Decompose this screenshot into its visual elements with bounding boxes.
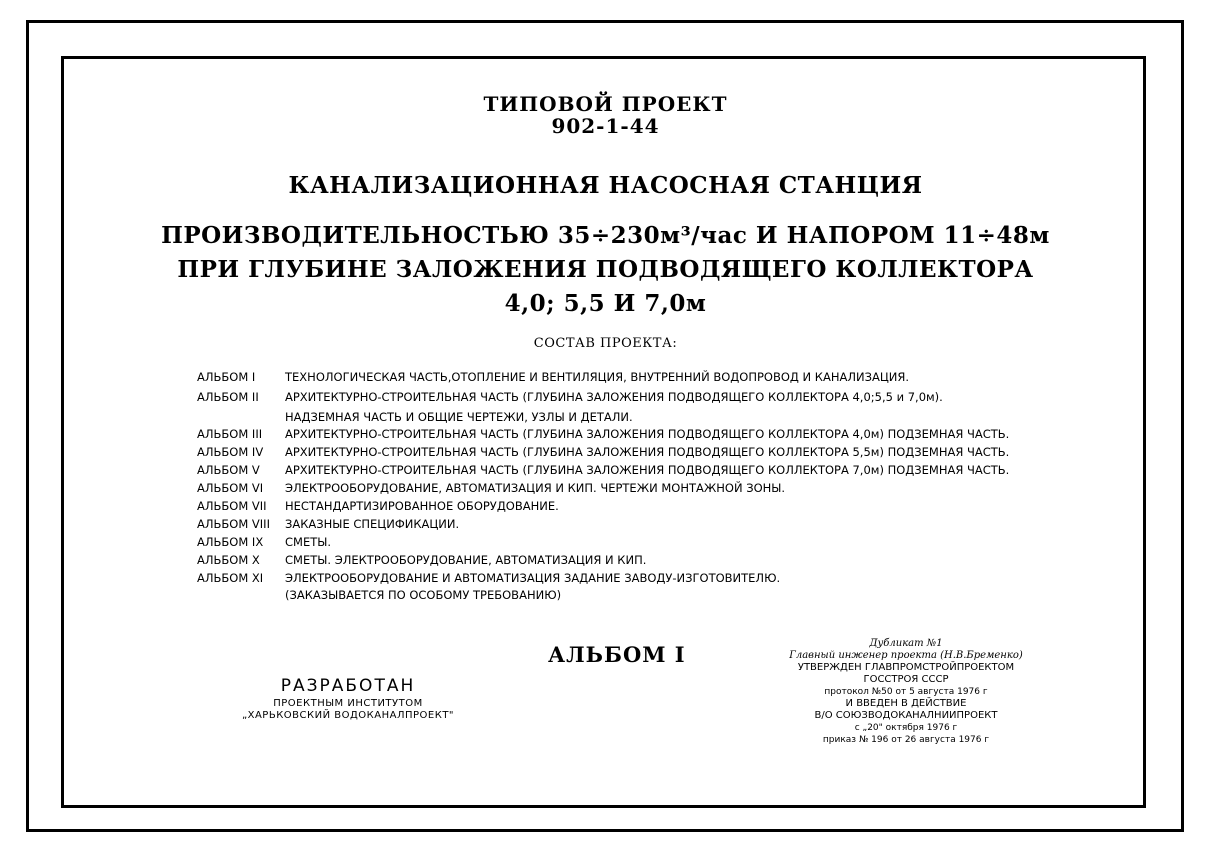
album-label: АЛЬБОМ VII <box>197 499 267 513</box>
duplicate-note: Дубликат №1 <box>869 638 943 649</box>
album-xi-note: (ЗАКАЗЫВАЕТСЯ ПО ОСОБОМУ ТРЕБОВАНИЮ) <box>285 588 562 602</box>
album-row-10 <box>197 553 646 567</box>
album-label: АЛЬБОМ VI <box>197 481 264 495</box>
chief-engineer: Главный инженер проекта (Н.В.Бременко) <box>789 650 1023 661</box>
protocol: протокол №50 от 5 августа 1976 г <box>824 687 988 697</box>
album-row-8 <box>197 517 459 531</box>
album-label: АЛЬБОМ X <box>197 553 260 567</box>
album-text: СМЕТЫ. <box>285 535 332 549</box>
enacted-date: с „20" октября 1976 г <box>854 723 958 733</box>
album-row-5 <box>197 463 1009 477</box>
enacted: И ВВЕДЕН В ДЕЙСТВИЕ <box>845 698 967 709</box>
title-line-2: ПРОИЗВОДИТЕЛЬНОСТЬЮ 35÷230м³/час И НАПОРОМ 11÷48м <box>161 222 1050 249</box>
developer-title: РАЗРАБОТАН <box>280 676 416 696</box>
album-text: СМЕТЫ. ЭЛЕКТРООБОРУДОВАНИЕ, АВТОМАТИЗАЦИЯ И КИП. <box>285 553 647 567</box>
album-row-11 <box>197 571 780 585</box>
album-text: ТЕХНОЛОГИЧЕСКАЯ ЧАСТЬ,ОТОПЛЕНИЕ И ВЕНТИЛЯЦИЯ, ВНУТРЕННИЙ ВОДОПРОВОД И КАНАЛИЗАЦИЯ. <box>285 370 909 384</box>
approval-org: ГОССТРОЯ СССР <box>863 674 949 685</box>
album-text: НЕСТАНДАРТИЗИРОВАННОЕ ОБОРУДОВАНИЕ. <box>285 499 559 513</box>
title-line-1: КАНАЛИЗАЦИОННАЯ НАСОСНАЯ СТАНЦИЯ <box>288 172 923 199</box>
album-label: АЛЬБОМ XI <box>197 571 264 585</box>
album-text: АРХИТЕКТУРНО-СТРОИТЕЛЬНАЯ ЧАСТЬ (ГЛУБИНА ЗАЛОЖЕНИЯ ПОДВОДЯЩЕГО КОЛЛЕКТОРА 7,0м) ПОДЗЕМНАЯ ЧАСТЬ. <box>285 463 1010 477</box>
order: приказ № 196 от 26 августа 1976 г <box>822 735 990 745</box>
album-text: ЗАКАЗНЫЕ СПЕЦИФИКАЦИИ. <box>285 517 460 531</box>
album-text: АРХИТЕКТУРНО-СТРОИТЕЛЬНАЯ ЧАСТЬ (ГЛУБИНА ЗАЛОЖЕНИЯ ПОДВОДЯЩЕГО КОЛЛЕКТОРА 5,5м) ПОДЗЕМНАЯ ЧАСТЬ. <box>285 445 1010 459</box>
album-row-9 <box>197 535 331 549</box>
album-text: НАДЗЕМНАЯ ЧАСТЬ И ОБЩИЕ ЧЕРТЕЖИ, УЗЛЫ И ДЕТАЛИ. <box>285 410 633 424</box>
title-line-4: 4,0; 5,5 И 7,0м <box>504 290 707 317</box>
album-label: АЛЬБОМ IX <box>197 535 264 549</box>
album-label: АЛЬБОМ V <box>197 463 260 477</box>
album-label: АЛЬБОМ II <box>197 390 259 404</box>
album-text: ЭЛЕКТРООБОРУДОВАНИЕ, АВТОМАТИЗАЦИЯ И КИП. ЧЕРТЕЖИ МОНТАЖНОЙ ЗОНЫ. <box>285 481 786 495</box>
album-row-2-cont <box>197 410 633 424</box>
album-label: АЛЬБОМ VIII <box>197 517 270 531</box>
album-title: АЛЬБОМ I <box>548 642 686 667</box>
album-row-7 <box>197 499 559 513</box>
developer-line-1: ПРОЕКТНЫМ ИНСТИТУТОМ <box>273 698 423 709</box>
approval-block <box>786 638 1026 746</box>
album-text: АРХИТЕКТУРНО-СТРОИТЕЛЬНАЯ ЧАСТЬ (ГЛУБИНА ЗАЛОЖЕНИЯ ПОДВОДЯЩЕГО КОЛЛЕКТОРА 4,0;5,5 и 7,0м). <box>285 390 943 404</box>
album-row-3 <box>197 427 1009 441</box>
album-text: ЭЛЕКТРООБОРУДОВАНИЕ И АВТОМАТИЗАЦИЯ ЗАДАНИЕ ЗАВОДУ-ИЗГОТОВИТЕЛЮ. <box>285 571 781 585</box>
developer-line-2: „ХАРЬКОВСКИЙ ВОДОКАНАЛПРОЕКТ" <box>241 710 455 721</box>
project-number: 902-1-44 <box>551 114 660 138</box>
album-label: АЛЬБОМ I <box>197 370 256 384</box>
project-type: ТИПОВОЙ ПРОЕКТ <box>483 92 728 116</box>
album-row-2 <box>197 390 943 404</box>
album-row-1 <box>197 370 909 384</box>
title-line-3: ПРИ ГЛУБИНЕ ЗАЛОЖЕНИЯ ПОДВОДЯЩЕГО КОЛЛЕКТОРА <box>177 256 1034 283</box>
bo-org: В/О СОЮЗВОДОКАНАЛНИИПРОЕКТ <box>814 710 998 721</box>
album-row-4 <box>197 445 1009 459</box>
album-label: АЛЬБОМ IV <box>197 445 264 459</box>
approved-by: УТВЕРЖДЕН ГЛАВПРОМСТРОЙПРОЕКТОМ <box>797 662 1015 673</box>
album-row-6 <box>197 481 785 495</box>
album-label: АЛЬБОМ III <box>197 427 263 441</box>
album-text: АРХИТЕКТУРНО-СТРОИТЕЛЬНАЯ ЧАСТЬ (ГЛУБИНА ЗАЛОЖЕНИЯ ПОДВОДЯЩЕГО КОЛЛЕКТОРА 4,0м) ПОДЗЕМНАЯ ЧАСТЬ. <box>285 427 1010 441</box>
contents-heading: СОСТАВ ПРОЕКТА: <box>533 336 678 351</box>
developer-block <box>198 676 498 722</box>
